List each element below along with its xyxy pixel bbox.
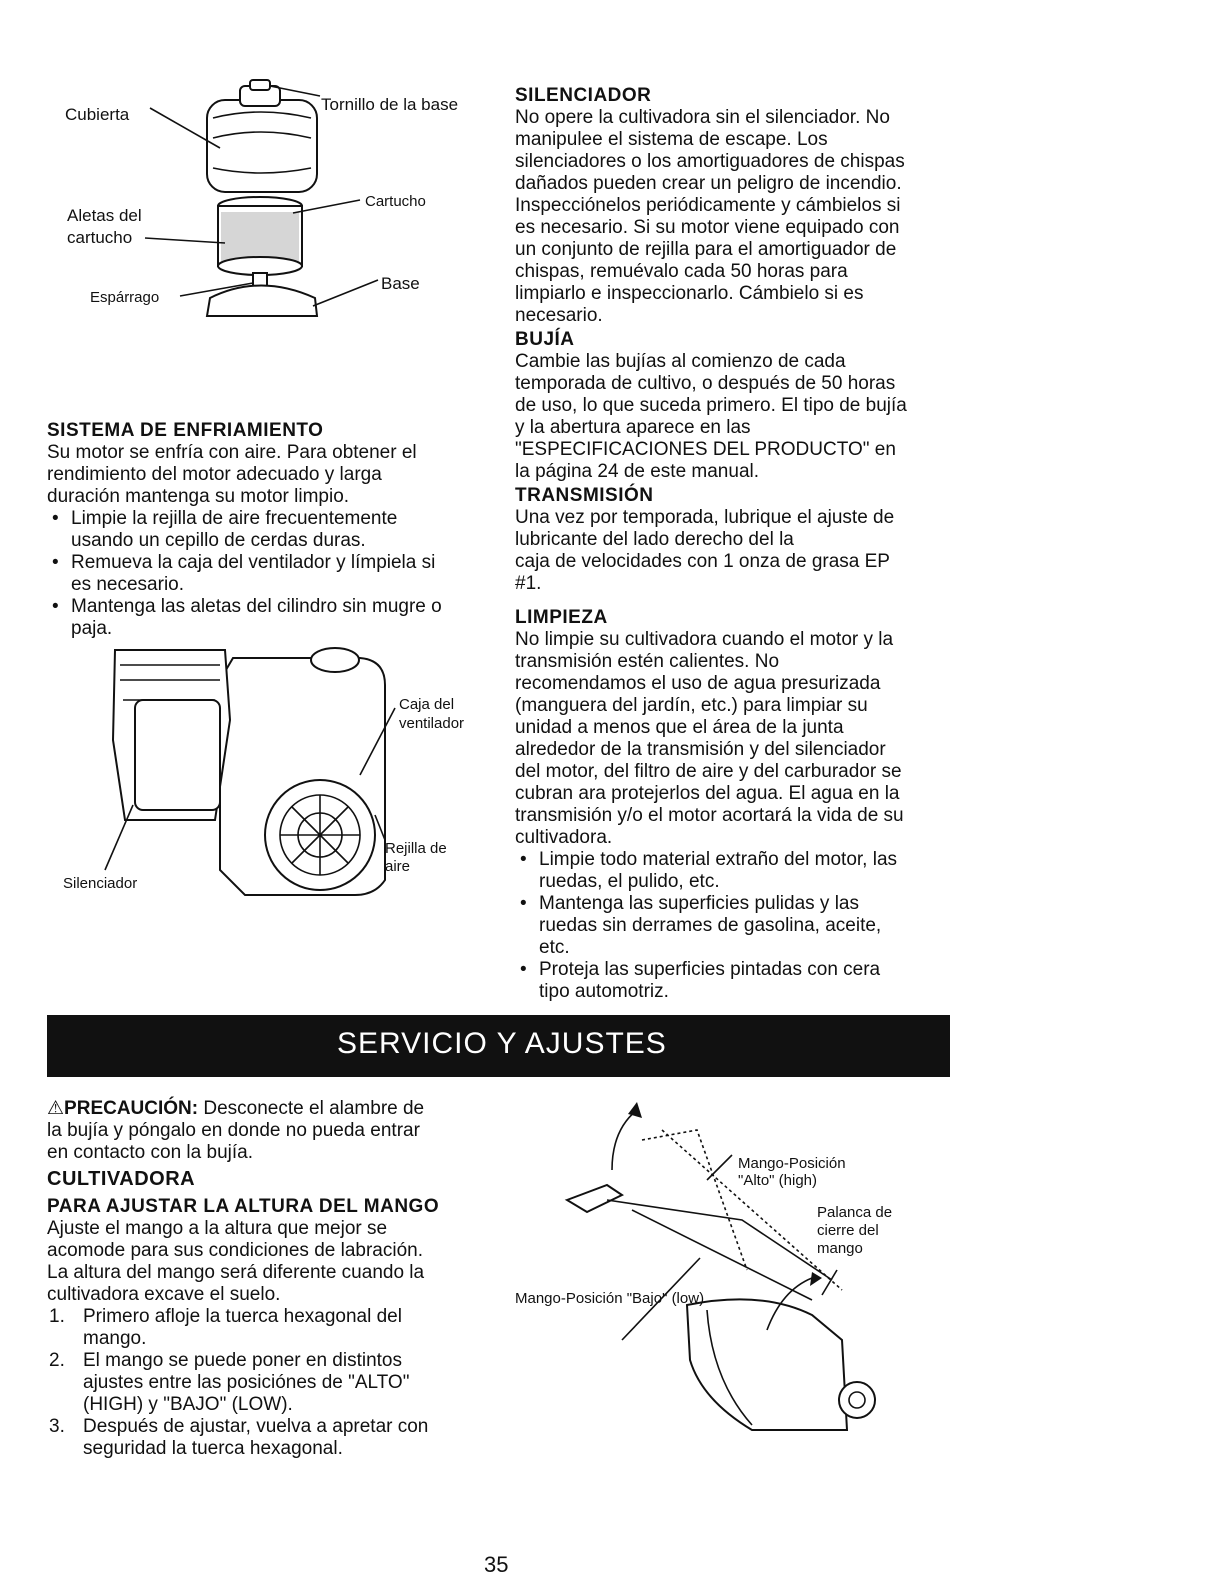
label-aletas-2: cartucho — [67, 228, 133, 247]
cultivadora-title: CULTIVADORA — [47, 1168, 196, 1190]
limpieza-line: recomendamos el uso de agua presurizada — [515, 673, 881, 694]
air-filter-figure — [55, 78, 495, 318]
transmision-title: TRANSMISIÓN — [515, 485, 654, 506]
limpieza-line: alrededor de la transmisión y del silenciador — [515, 739, 886, 760]
silenciador-line: un conjunto de rejilla para el amortiguador de — [515, 239, 897, 260]
warning-icon: ⚠ — [47, 1098, 65, 1119]
silenciador-line: necesario. — [515, 305, 603, 326]
label-aletas-1: Aletas del — [67, 206, 142, 225]
label-cartucho: Cartucho — [365, 193, 426, 210]
step-item: 1. Primero afloje la tuerca hexagonal del mango. — [49, 1306, 402, 1349]
enfriamiento-title: SISTEMA DE ENFRIAMIENTO — [47, 420, 324, 441]
silenciador-line: No opere la cultivadora sin el silenciador. No — [515, 107, 890, 128]
label-alto-2: "Alto" (high) — [738, 1172, 818, 1189]
limpieza-line: transmisión estén calientes. No — [515, 651, 780, 672]
transmision-line: lubricante del lado derecho del la — [515, 529, 794, 550]
label-bajo: Mango-Posición "Bajo" (low) — [515, 1290, 705, 1307]
list-item: • Mantenga las superficies pulidas y las ruedas sin derrames de gasolina, aceite, etc. — [515, 893, 965, 959]
precaucion-line: ⚠PRECAUCIÓN: Desconecte el alambre de — [47, 1098, 425, 1119]
silenciador-line: chispas, remuévalo cada 50 horas para — [515, 261, 848, 282]
label-palanca-3: mango — [817, 1240, 863, 1257]
precaucion-line: la bujía y póngalo en donde no pueda entrar — [47, 1120, 420, 1141]
bujia-title: BUJÍA — [515, 329, 575, 350]
transmision-line: caja de velocidades con 1 onza de grasa EP — [515, 551, 890, 572]
silenciador-line: Inspecciónelos periódicamente y cámbielos si — [515, 195, 901, 216]
limpieza-title: LIMPIEZA — [515, 607, 608, 628]
label-tornillo: Tornillo de la base — [321, 95, 459, 114]
transmision-line: Una vez por temporada, lubrique el ajuste de — [515, 507, 895, 528]
limpieza-line: No limpie su cultivadora cuando el motor y la — [515, 629, 894, 650]
silenciador-line: silenciadores o los amortiguadores de chispas — [515, 151, 905, 172]
section-banner — [47, 1015, 950, 1077]
limpieza-line: (manguera del jardín, etc.) para limpiar su — [515, 695, 868, 716]
silenciador-line: limpiarlo e inspeccionarlo. Cámbielo si es — [515, 283, 864, 304]
silenciador-title: SILENCIADOR — [515, 85, 652, 106]
cultivadora-line: La altura del mango será diferente cuando la — [47, 1262, 425, 1283]
label-silenciador: Silenciador — [63, 875, 138, 892]
label-esparrago: Espárrago — [90, 289, 160, 306]
bujia-line: la página 24 de este manual. — [515, 461, 760, 482]
list-item: • Mantenga las aletas del cilindro sin mugre o paja. — [47, 596, 487, 640]
list-item: • Limpie la rejilla de aire frecuentemente usando un cepillo de cerdas duras. — [47, 508, 487, 552]
step-item: 3. Después de ajustar, vuelva a apretar con seguridad la tuerca hexagonal. — [49, 1416, 429, 1459]
section-cultivadora — [47, 1098, 497, 1460]
label-palanca-2: cierre del — [817, 1222, 879, 1239]
enfriamiento-line: duración mantenga su motor limpio. — [47, 486, 350, 507]
step-item: 2. El mango se puede poner en distintos ajustes entre las posiciónes de "ALTO" (HIGH) y "BAJO" (LOW). — [49, 1350, 410, 1415]
engine-figure — [55, 640, 485, 900]
cultivadora-line: Ajuste el mango a la altura que mejor se — [47, 1218, 388, 1239]
list-item: • Proteja las superficies pintadas con cera tipo automotriz. — [515, 959, 965, 1003]
handle-illustration — [512, 1100, 932, 1440]
label-rejilla-1: Rejilla de — [385, 840, 447, 857]
list-item: • Remueva la caja del ventilador y límpiela si es necesario. — [47, 552, 487, 596]
transmision-line: #1. — [515, 573, 542, 594]
limpieza-line: cubran ara protejerlos del agua. El agua en la — [515, 783, 900, 804]
label-caja-1: Caja del — [399, 696, 455, 713]
silenciador-line: es necesario. Si su motor viene equipado con — [515, 217, 900, 238]
bujia-line: "ESPECIFICACIONES DEL PRODUCTO" en — [515, 439, 896, 460]
silenciador-line: dañados pueden crear un peligro de incendio. — [515, 173, 902, 194]
label-caja-2: ventilador — [399, 715, 465, 732]
page-number: 35 — [484, 1552, 509, 1577]
label-palanca-1: Palanca de — [817, 1204, 893, 1221]
bujia-line: y la abertura aparece en las — [515, 417, 751, 438]
label-alto-1: Mango-Posición — [738, 1155, 846, 1172]
section-enfriamiento — [47, 420, 487, 640]
engine-illustration — [55, 640, 485, 900]
bujia-line: de uso, lo que suceda primero. El tipo de bujía — [515, 395, 907, 416]
label-base: Base — [381, 274, 420, 293]
limpieza-line: del motor, del filtro de aire y del carburador se — [515, 761, 902, 782]
limpieza-line: unidad a menos que el área de la junta — [515, 717, 844, 738]
cultivadora-line: acomode para sus condiciones de labración. — [47, 1240, 424, 1261]
precaucion-label: PRECAUCIÓN: — [64, 1098, 199, 1119]
enfriamiento-line: rendimiento del motor adecuado y larga — [47, 464, 382, 485]
label-cubierta: Cubierta — [65, 105, 130, 124]
handle-figure — [512, 1100, 932, 1440]
enfriamiento-line: Su motor se enfría con aire. Para obtener el — [47, 442, 417, 463]
bujia-line: temporada de cultivo, o después de 50 horas — [515, 373, 896, 394]
bujia-line: Cambie las bujías al comienzo de cada — [515, 351, 846, 372]
right-column — [515, 85, 965, 1003]
list-item: • Limpie todo material extraño del motor, las ruedas, el pulido, etc. — [515, 849, 965, 893]
limpieza-line: cultivadora. — [515, 827, 613, 848]
limpieza-line: transmisión y/o el motor acortará la vida de su — [515, 805, 904, 826]
silenciador-line: manipulee el sistema de escape. Los — [515, 129, 828, 150]
label-rejilla-2: aire — [385, 858, 411, 875]
cultivadora-subtitle: PARA AJUSTAR LA ALTURA DEL MANGO — [47, 1196, 440, 1217]
cultivadora-line: cultivadora excave el suelo. — [47, 1284, 281, 1305]
precaucion-line: en contacto con la bujía. — [47, 1142, 253, 1163]
banner-title: SERVICIO Y AJUSTES — [337, 1027, 667, 1060]
